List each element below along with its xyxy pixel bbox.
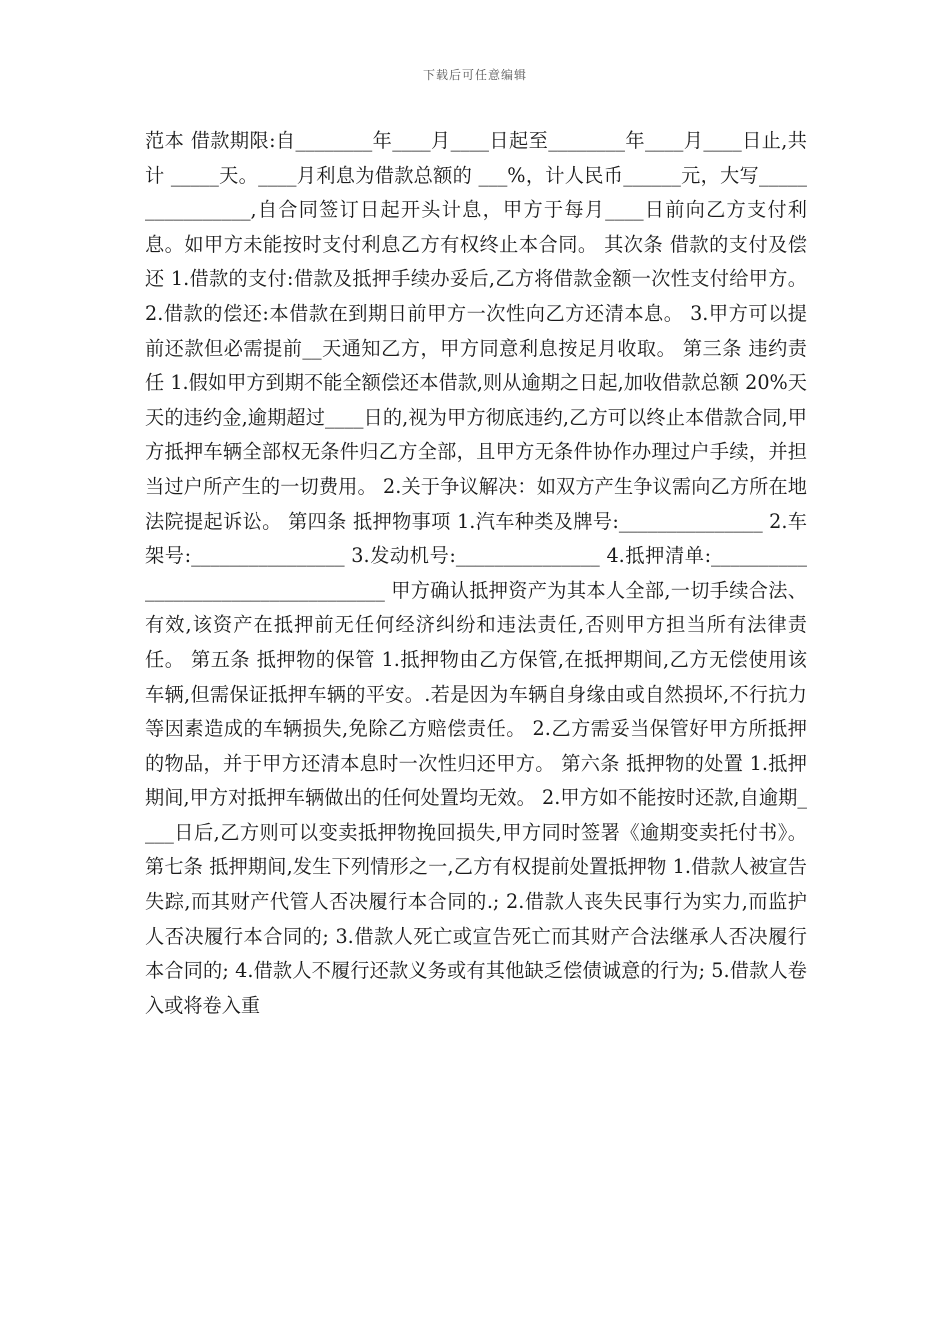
contract-body-text: 范本 借款期限:自________年____月____日起至________年____月____日止,共计 _____天。____月利息为借款总额的 ___%，计人民币______元，大写________________,自合同签订日起开头计息，甲方于每月____日前向乙方支付利息。如甲方未能按时支付利息乙方有权终止本合同。 其次条 借款的支付及偿还 1.借款的支付:借款及抵押手续办妥后,乙方将借款金额一次性支付给甲方。 2.借款的偿还:本借款在到期日前甲方一次性向乙方还清本息。 3.甲方可以提前还款但必需提前__天通知乙方，甲方同意利息按足月收取。 第三条 违约责任 1.假如甲方到期不能全额偿还本借款,则从逾期之日起,加收借款总额 20%天天的违约金,逾期超过____日的,视为甲方彻底违约,乙方可以终止本借款合同,甲方抵押车辆全部权无条件归乙方全部，且甲方无条件协作办理过户手续，并担当过户所产生的一切费用。 2.关于争议解决：如双方产生争议需向乙方所在地法院提起诉讼。 第四条 抵押物事项 1.汽车种类及牌号:_______________ 2.车架号:________________ 3.发动机号:_______________ 4.抵押清单:___________________________________ 甲方确认抵押资产为其本人全部,一切手续合法、有效,该资产在抵押前无任何经济纠纷和违法责任,否则甲方担当所有法律责任。 第五条 抵押物的保管 1.抵押物由乙方保管,在抵押期间,乙方无偿使用该车辆,但需保证抵押车辆的平安。.若是因为车辆自身缘由或自然损坏,不行抗力等因素造成的车辆损失,免除乙方赔偿责任。 2.乙方需妥当保管好甲方所抵押的物品，并于甲方还清本息时一次性归还甲方。 第六条 抵押物的处置 1.抵押期间,甲方对抵押车辆做出的任何处置均无效。 2.甲方如不能按时还款,自逾期____日后,乙方则可以变卖抵押物挽回损失,甲方同时签署《逾期变卖托付书》。 第七条 抵押期间,发生下列情形之一,乙方有权提前处置抵押物 1.借款人被宣告失踪,而其财产代管人否决履行本合同的.; 2.借款人丧失民事行为实力,而监护人否决履行本合同的; 3.借款人死亡或宣告死亡而其财产合法继承人否决履行本合同的; 4.借款人不履行还款义务或有其他缺乏偿债诚意的行为; 5.借款人卷入或将卷入重 [145, 129, 807, 1017]
page-header: 下载后可任意编辑 [422, 68, 527, 82]
